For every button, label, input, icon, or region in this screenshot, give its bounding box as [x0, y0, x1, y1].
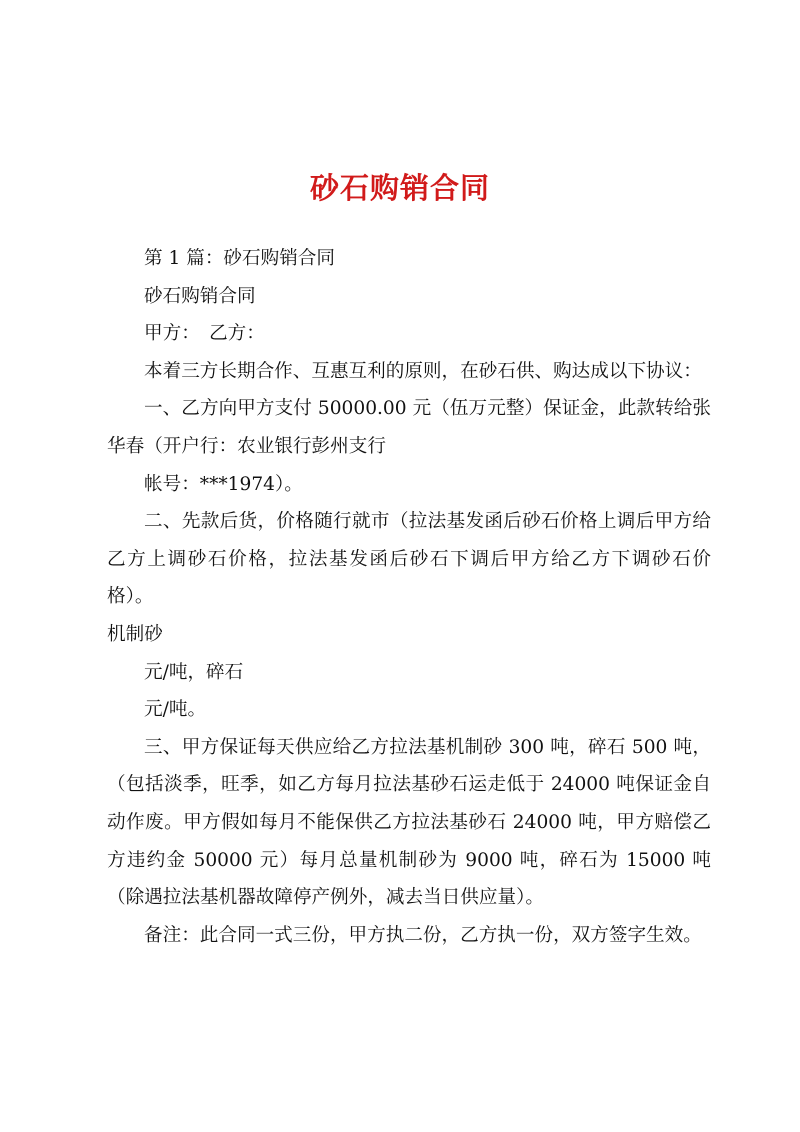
- paragraph-clause-3: 三、甲方保证每天供应给乙方拉法基机制砂 300 吨，碎石 500 吨，（包括淡季，旺季，如乙方每月拉法基砂石运走低于 24000 吨保证金自动作废。甲方假如每月不能保供乙方拉法基砂石 24000 吨，甲方赔偿乙方违约金 50000 元）每月总量机制砂为 9000 吨，碎石为 15000 吨（除遇拉法基机器故障停产例外，减去当日供应量）。: [107, 736, 711, 909]
- paragraph-machine-sand: 机制砂: [107, 623, 163, 645]
- paragraph-preamble: 本着三方长期合作、互惠互利的原则，在砂石供、购达成以下协议：: [144, 360, 702, 382]
- paragraph-clause-2: 二、先款后货，价格随行就市（拉法基发函后砂石价格上调后甲方给乙方上调砂石价格，拉法基发函后砂石下调后甲方给乙方下调砂石价格）。: [107, 511, 711, 608]
- document-title: 砂石购销合同: [309, 171, 490, 205]
- paragraph-contract-name: 砂石购销合同: [144, 285, 256, 307]
- document-body: [107, 240, 711, 954]
- paragraph-parties: 甲方： 乙方：: [144, 323, 265, 345]
- paragraph-price-unit: 元/吨。: [144, 699, 207, 721]
- paragraph-account-number: 帐号：***1974）。: [144, 473, 303, 495]
- paragraph-section-heading: 第 1 篇：砂石购销合同: [144, 248, 335, 269]
- paragraph-clause-1: 一、乙方向甲方支付 50000.00 元（伍万元整）保证金，此款转给张华春（开户行：农业银行彭州支行: [107, 398, 711, 457]
- paragraph-remarks: 备注：此合同一式三份，甲方执二份，乙方执一份，双方签字生效。: [144, 924, 702, 946]
- paragraph-gravel-price: 元/吨，碎石: [144, 661, 244, 683]
